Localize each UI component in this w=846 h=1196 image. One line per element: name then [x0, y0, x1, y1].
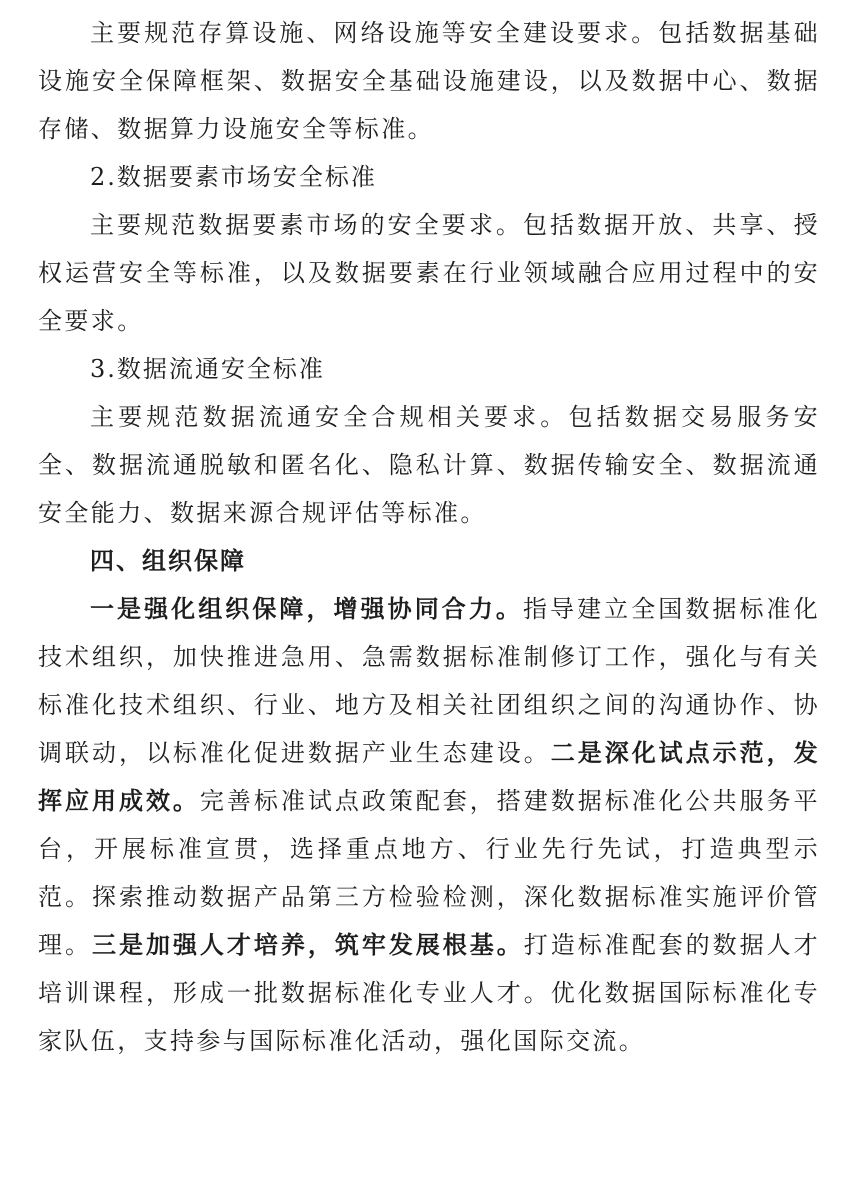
text-talent-cultivation: 打造标准配套的数据人才培训课程，形成一批数据标准化专业人才。优化数据国际标准化专家队伍，支持参与国际标准化活动，强化国际交流。 — [38, 931, 820, 1055]
paragraph-data-element-market-security: 主要规范数据要素市场的安全要求。包括数据开放、共享、授权运营安全等标准，以及数据要素在行业领域融合应用过程中的安全要求。 — [38, 211, 820, 335]
bold-lead-strengthen-organization: 一是强化组织保障，增强协同合力。 — [90, 594, 523, 623]
text-strengthen-organization: 指导建立全国数据标准化技术组织，加快推进急用、急需数据标准制修订工作，强化与有关标准化技术组织、行业、地方及相关社团组织之间的沟通协作、协调联动，以标准化促进数据产业生态建设。 — [38, 595, 820, 767]
heading-organizational-guarantee: 四、组织保障 — [90, 546, 246, 575]
heading-data-element-market-security: 2.数据要素市场安全标准 — [90, 163, 377, 191]
paragraph-organizational-guarantee — [38, 585, 820, 1065]
paragraph-data-circulation-security: 主要规范数据流通安全合规相关要求。包括数据交易服务安全、数据流通脱敏和匿名化、隐私计算、数据传输安全、数据流通安全能力、数据来源合规评估等标准。 — [38, 403, 820, 527]
bold-lead-pilot-demonstration: 二是深化试点示范，发挥应用成效。 — [38, 738, 821, 815]
bold-lead-talent-cultivation: 三是加强人才培养，筑牢发展根基。 — [91, 930, 524, 959]
text-pilot-demonstration: 完善标准试点政策配套，搭建数据标准化公共服务平台，开展标准宣贯，选择重点地方、行业先行先试，打造典型示范。探索推动数据产品第三方检验检测，深化数据标准实施评价管理。 — [38, 787, 820, 959]
paragraph-infrastructure-security: 主要规范存算设施、网络设施等安全建设要求。包括数据基础设施安全保障框架、数据安全基础设施建设，以及数据中心、数据存储、数据算力设施安全等标准。 — [38, 19, 820, 143]
heading-data-circulation-security: 3.数据流通安全标准 — [90, 355, 325, 383]
